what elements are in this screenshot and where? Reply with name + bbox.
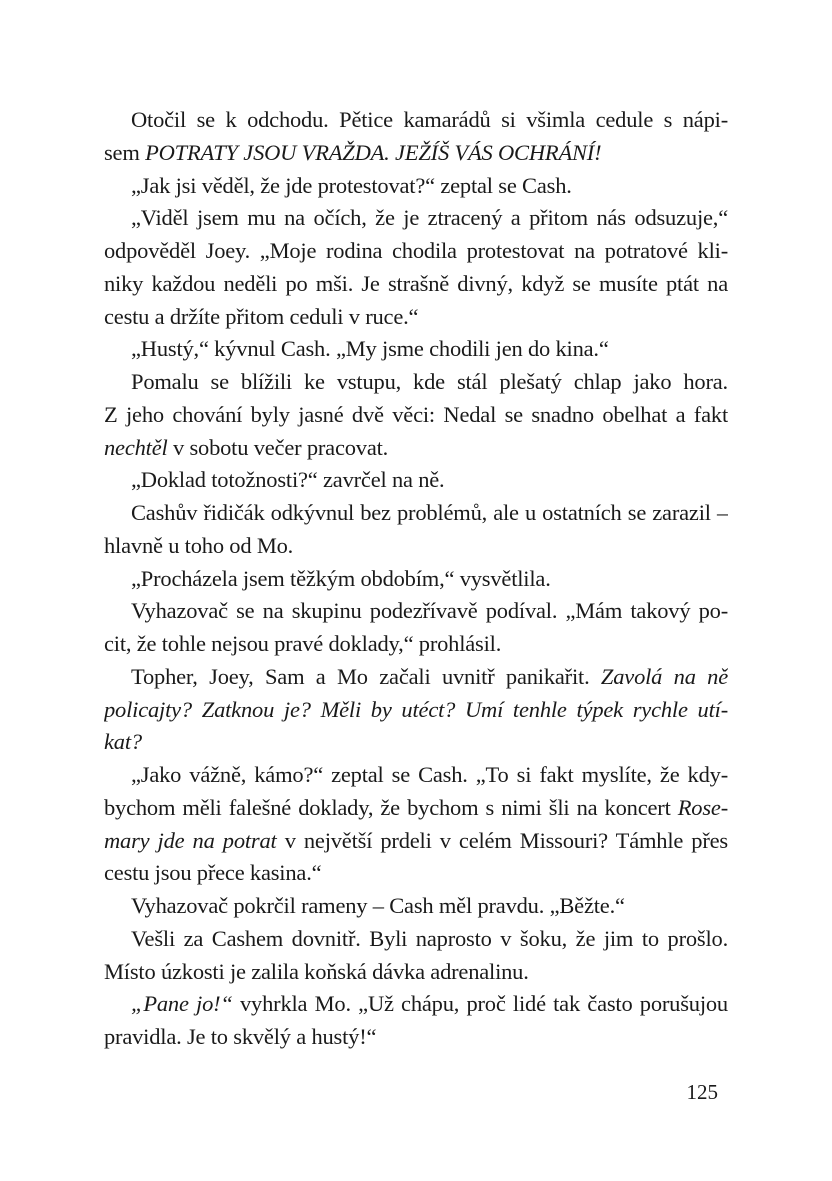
body-text: „Jako vážně, kámo?“ zeptal se Cash. „To si fakt myslíte, že kdy- <box>131 762 728 787</box>
body-text: v sobotu večer pracovat. <box>167 434 389 460</box>
body-text: Topher, Joey, Sam a Mo začali uvnitř panikařit. <box>131 663 601 689</box>
text-line <box>104 825 728 858</box>
text-line <box>104 628 728 661</box>
body-text: pravidla. Je to skvělý a hustý!“ <box>104 1024 377 1049</box>
text-line <box>104 726 728 759</box>
body-text: „Hustý,“ kývnul Cash. „My jsme chodili jen do kina.“ <box>131 336 609 362</box>
italic-text: policajty? Zatknou je? Měli by utéct? Umí tenhle týpek rychle utí- <box>104 696 728 722</box>
text-line <box>104 301 728 334</box>
text-line <box>104 366 728 399</box>
italic-text: Rose- <box>677 794 728 820</box>
text-line <box>104 956 728 989</box>
text-block <box>104 104 728 1054</box>
italic-text: Zavolá na ně <box>600 663 728 689</box>
body-text: „Jak jsi věděl, že jde protestovat?“ zeptal se Cash. <box>131 172 572 198</box>
body-text: cit, že tohle nejsou pravé doklady,“ prohlásil. <box>104 631 502 656</box>
text-line <box>104 923 728 956</box>
text-line <box>104 464 728 497</box>
body-text: Cashův řidičák odkývnul bez problémů, ale u ostatních se zarazil – <box>131 500 728 525</box>
text-line <box>104 137 728 170</box>
body-text: Vyhazovač pokrčil rameny – Cash měl pravdu. „Běžte.“ <box>131 893 625 918</box>
body-text: Místo úzkosti je zalila koňská dávka adrenalinu. <box>104 958 529 984</box>
body-text: bychom měli falešné doklady, že bychom s nimi šli na koncert <box>104 794 678 820</box>
text-line <box>104 759 728 792</box>
text-line <box>104 235 728 268</box>
text-line <box>104 202 728 235</box>
text-line <box>104 268 728 301</box>
body-text: Pomalu se blížili ke vstupu, kde stál plešatý chlap jako hora. <box>131 369 728 394</box>
body-text: v největší prdeli v celém Missouri? Támhle přes <box>276 827 728 853</box>
body-text: „Procházela jsem těžkým obdobím,“ vysvětlila. <box>131 565 551 591</box>
body-text: cestu jsou přece kasina.“ <box>104 860 322 886</box>
text-line <box>104 333 728 366</box>
text-line <box>104 530 728 563</box>
body-text: Vyhazovač se na skupinu podezřívavě podíval. „Mám takový po- <box>131 598 728 624</box>
text-line <box>104 170 728 203</box>
text-line <box>104 595 728 628</box>
body-text: Z jeho chování byly jasné dvě věci: Nedal se snadno obelhat a fakt <box>104 401 728 427</box>
text-line <box>104 890 728 923</box>
text-line <box>104 857 728 890</box>
body-text: vyhrkla Mo. „Už chápu, proč lidé tak často porušujou <box>232 991 728 1017</box>
body-text: niky každou neděli po mši. Je strašně divný, když se musíte ptát na <box>104 270 728 296</box>
text-line <box>104 661 728 694</box>
text-line <box>104 694 728 727</box>
text-line <box>104 988 728 1021</box>
text-line <box>104 432 728 465</box>
italic-text: mary jde na potrat <box>104 827 277 853</box>
body-text: „Doklad totožnosti?“ zavrčel na ně. <box>131 467 445 493</box>
body-text: sem <box>104 139 146 165</box>
italic-text: kat? <box>104 729 142 755</box>
text-line <box>104 497 728 530</box>
body-text: odpověděl Joey. „Moje rodina chodila protestovat na potratové kli- <box>104 238 728 263</box>
page-number: 125 <box>686 1080 718 1104</box>
body-text: „Viděl jsem mu na očích, že je ztracený a přitom nás odsuzuje,“ <box>131 205 728 231</box>
text-line <box>104 1021 728 1054</box>
text-line <box>104 792 728 825</box>
body-text: cestu a držíte přitom ceduli v ruce.“ <box>104 303 419 329</box>
body-text: Otočil se k odchodu. Pětice kamarádů si všimla cedule s nápi- <box>131 107 728 132</box>
italic-text: POTRATY JSOU VRAŽDA. JEŽÍŠ VÁS OCHRÁNÍ! <box>145 139 602 165</box>
italic-text: „Pane jo!“ <box>131 991 233 1017</box>
body-text: Vešli za Cashem dovnitř. Byli naprosto v šoku, že jim to prošlo. <box>131 925 728 951</box>
body-text: hlavně u toho od Mo. <box>104 532 294 558</box>
text-line <box>104 563 728 596</box>
text-line <box>104 399 728 432</box>
text-line <box>104 104 728 137</box>
italic-text: nechtěl <box>104 434 168 460</box>
